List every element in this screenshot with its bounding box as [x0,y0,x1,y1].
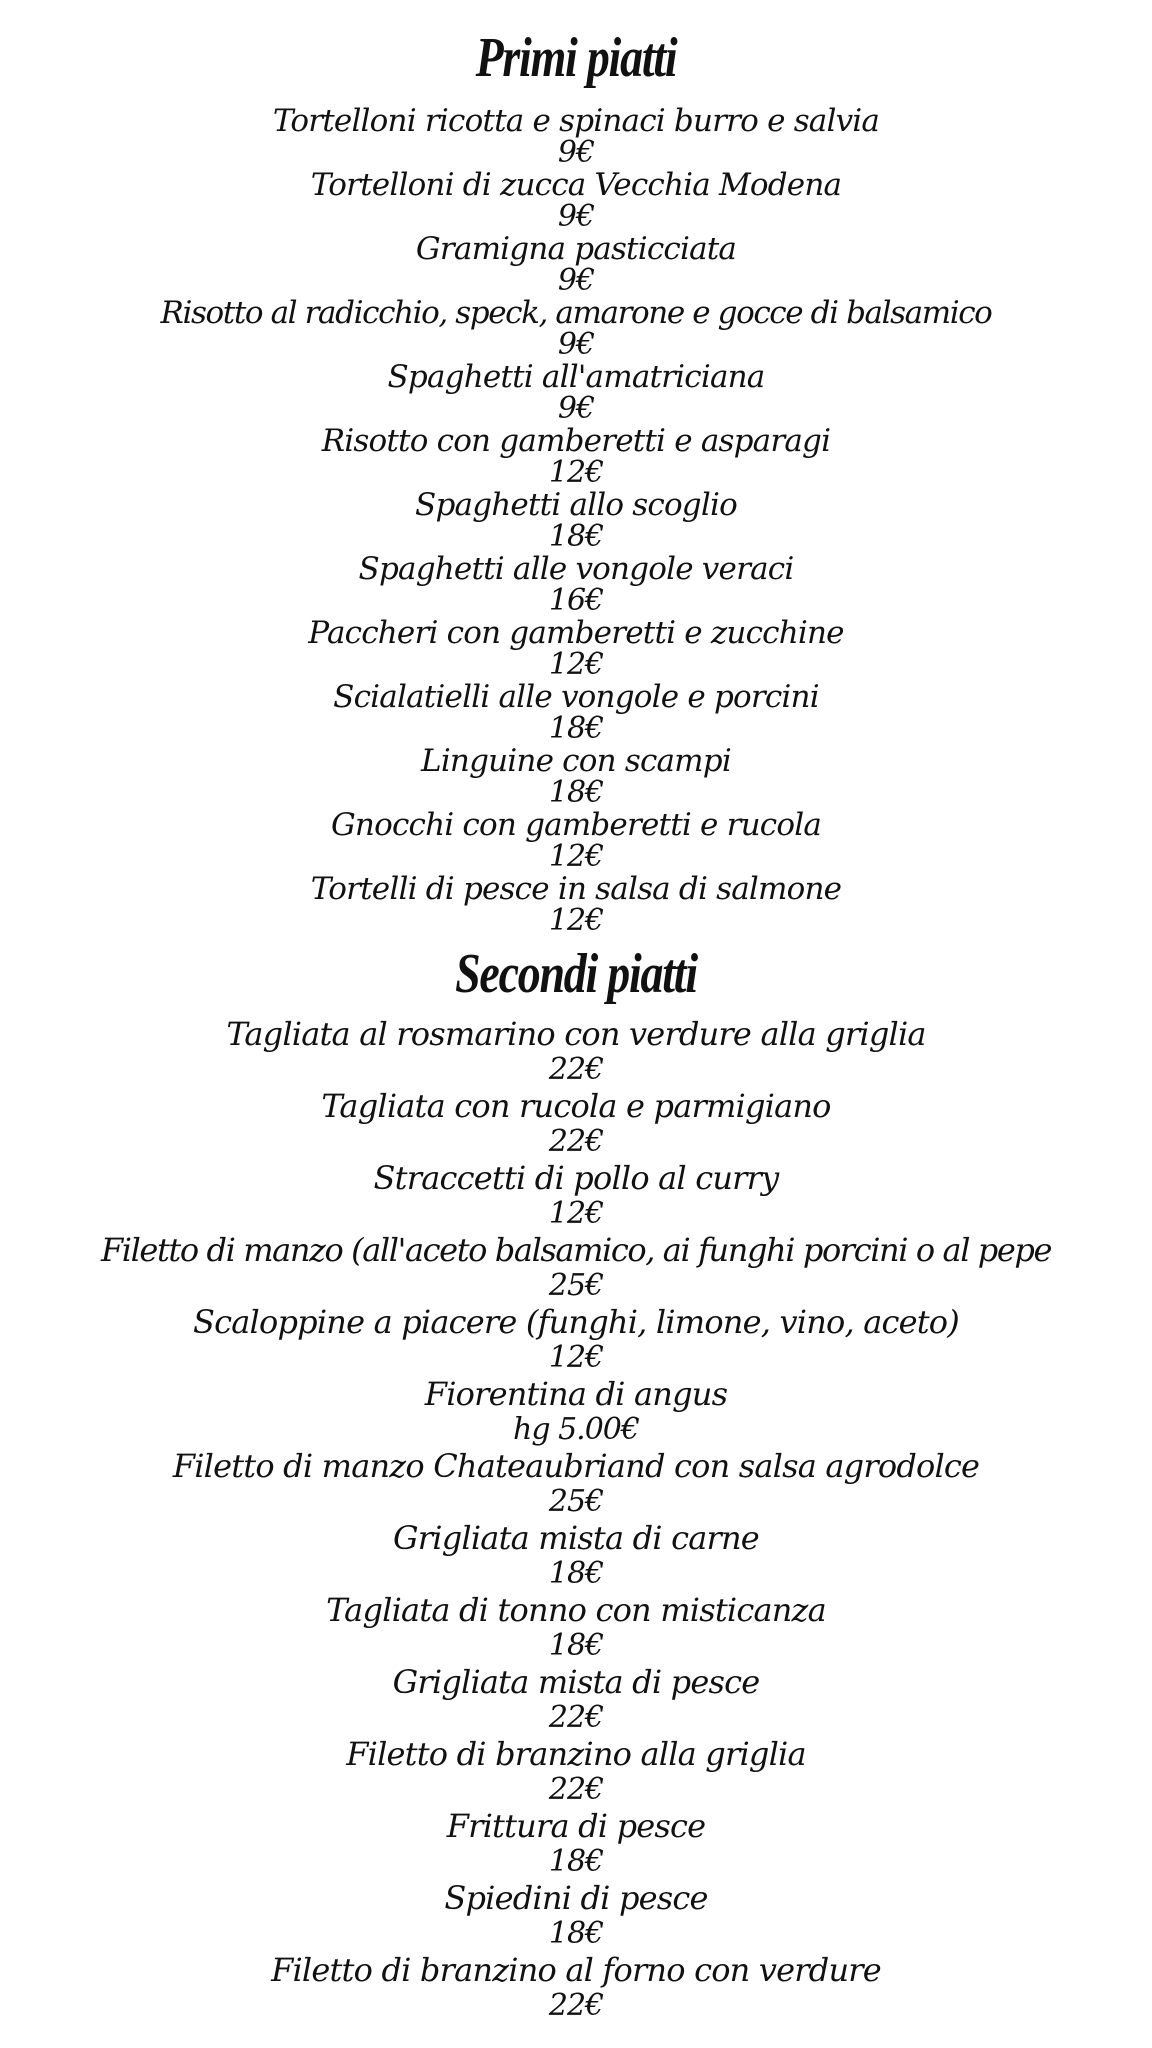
dish-price: 9€ [557,391,595,426]
menu-item [0,679,1152,746]
menu-item [0,615,1152,682]
dish-name: Gnocchi con gamberetti e rucola [330,807,822,843]
menu [0,22,1152,2024]
dish-price: 22€ [548,1988,604,2023]
dish-price: 22€ [548,1052,604,1087]
menu-item [0,1952,1152,2024]
dish-price: 12€ [548,903,604,938]
dish-name: Linguine con scampi [421,743,731,779]
dish-price: 18€ [548,1628,604,1663]
dish-name: Tortelloni di zucca Vecchia Modena [310,167,842,203]
menu-item [0,1160,1152,1232]
dish-price: 9€ [557,263,595,298]
dish-price: 18€ [548,775,604,810]
dish-price: 18€ [548,519,604,554]
menu-item [0,1808,1152,1880]
dish-name: Paccheri con gamberetti e zucchine [308,615,844,651]
menu-item [0,1736,1152,1808]
section-secondi-piatti [0,944,1152,2024]
dish-price: 22€ [548,1700,604,1735]
dish-price: hg 5.00€ [513,1412,639,1447]
dish-name: Fiorentina di angus [424,1375,728,1413]
dish-price: 22€ [548,1772,604,1807]
dish-name: Tagliata di tonno con misticanza [326,1591,826,1629]
dish-name: Tortelli di pesce in salsa di salmone [310,871,842,907]
menu-item [0,1664,1152,1736]
menu-item [0,423,1152,490]
dish-price: 12€ [548,455,604,490]
menu-item [0,167,1152,234]
dish-name: Tortelloni ricotta e spinaci burro e salvia [272,103,880,139]
dish-price: 22€ [548,1124,604,1159]
dish-name: Scaloppine a piacere (funghi, limone, vino, aceto) [193,1303,959,1341]
section-title: Primi piatti [475,27,677,89]
dish-name: Spiedini di pesce [444,1879,708,1917]
menu-item [0,487,1152,554]
dish-name: Gramigna pasticciata [415,231,737,267]
dish-name: Risotto con gamberetti e asparagi [321,423,831,459]
menu-item [0,743,1152,810]
dish-price: 9€ [557,199,595,234]
menu-item [0,1520,1152,1592]
dish-name: Tagliata al rosmarino con verdure alla griglia [226,1015,926,1053]
dish-price: 12€ [548,647,604,682]
dish-price: 18€ [548,1916,604,1951]
menu-item [0,103,1152,170]
menu-item [0,807,1152,874]
menu-item [0,1592,1152,1664]
menu-item [0,359,1152,426]
menu-item [0,295,1152,362]
dish-name: Risotto al radicchio, speck, amarone e gocce di balsamico [160,295,992,331]
menu-item [0,1376,1152,1448]
section-primi-piatti [0,22,1152,938]
dish-name: Filetto di branzino alla griglia [346,1735,806,1773]
dish-price: 25€ [548,1484,604,1519]
dish-name: Tagliata con rucola e parmigiano [321,1087,831,1125]
dish-name: Spaghetti allo scoglio [415,487,737,523]
dish-name: Straccetti di pollo al curry [373,1159,779,1197]
dish-price: 18€ [548,711,604,746]
menu-item [0,231,1152,298]
dish-name: Scialatielli alle vongole e porcini [333,679,819,715]
menu-item [0,1880,1152,1952]
dish-name: Grigliata mista di pesce [392,1663,760,1701]
dish-name: Filetto di manzo Chateaubriand con salsa agrodolce [172,1447,980,1485]
dish-price: 18€ [548,1844,604,1879]
menu-item [0,1304,1152,1376]
menu-item [0,1232,1152,1304]
menu-item [0,1088,1152,1160]
dish-price: 25€ [548,1268,604,1303]
dish-name: Filetto di manzo (all'aceto balsamico, ai funghi porcini o al pepe [100,1231,1052,1269]
section-title: Secondi piatti [455,943,697,1005]
dish-name: Filetto di branzino al forno con verdure [271,1951,881,1989]
dish-price: 9€ [557,135,595,170]
menu-item [0,1448,1152,1520]
dish-name: Grigliata mista di carne [393,1519,759,1557]
dish-price: 12€ [548,839,604,874]
dish-price: 9€ [557,327,595,362]
dish-name: Spaghetti all'amatriciana [387,359,765,395]
dish-price: 16€ [548,583,604,618]
dish-name: Spaghetti alle vongole veraci [358,551,794,587]
dish-price: 18€ [548,1556,604,1591]
menu-item [0,1016,1152,1088]
menu-item [0,871,1152,938]
menu-item [0,551,1152,618]
dish-price: 12€ [548,1340,604,1375]
dish-name: Frittura di pesce [446,1807,706,1845]
dish-price: 12€ [548,1196,604,1231]
